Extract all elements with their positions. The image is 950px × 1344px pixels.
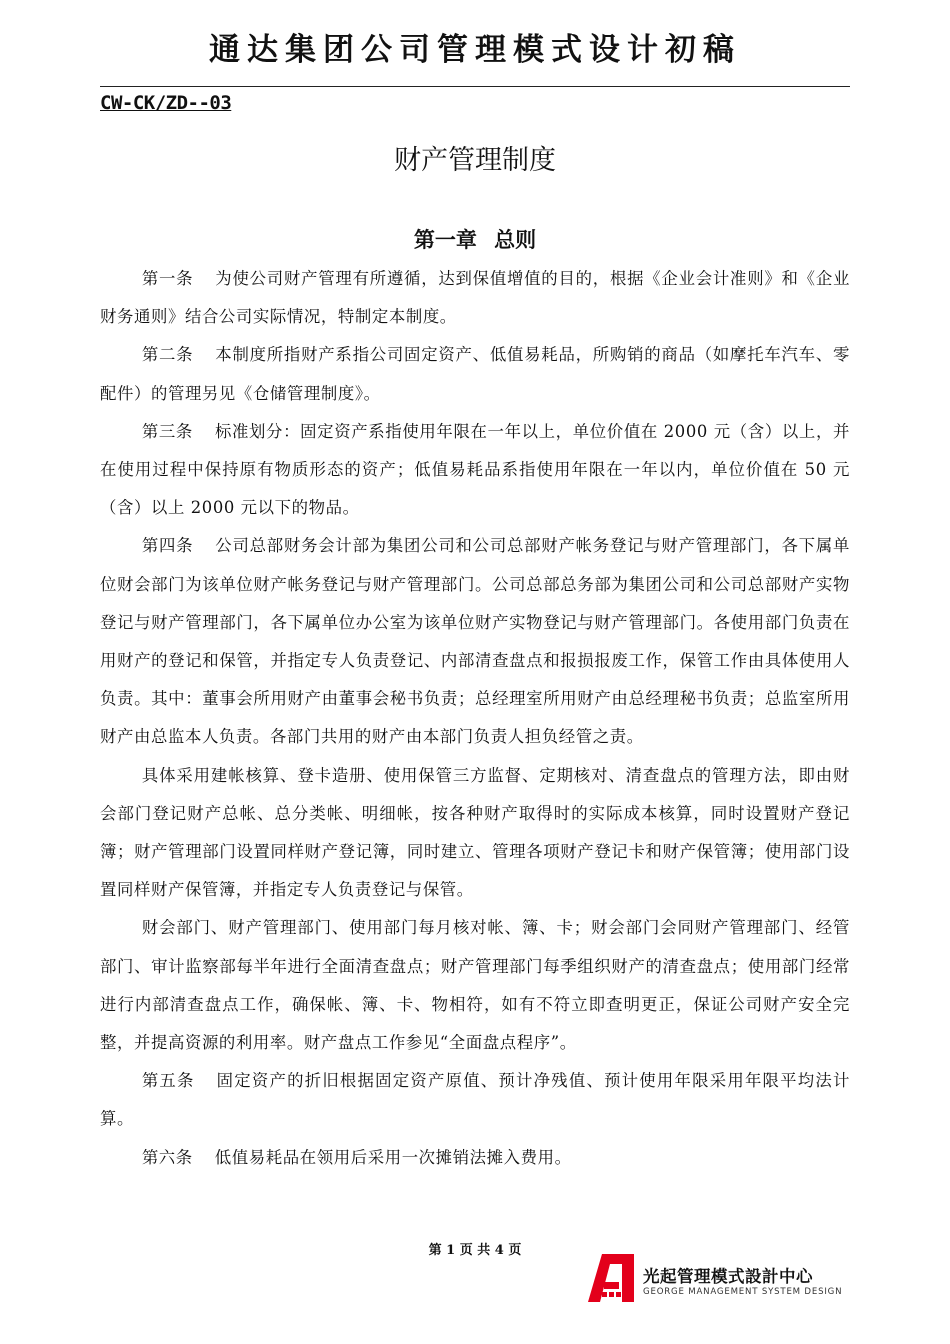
chapter-heading: 第一章 总则 [413,228,537,252]
logo-subtitle: GEORGE MANAGEMENT SYSTEM DESIGN [643,1287,843,1297]
article-paragraph [100,413,850,528]
document-title: 财产管理制度 [394,145,556,176]
article-text: 标准划分：固定资产系指使用年限在一年以上，单位价值在 2000 元（含）以上，并在使用过程中保持原有物质形态的资产；低值易耗品系指使用年限在一年以内，单位价值在 50 元（含）以上 2000 元以下的物品。 [100,421,850,518]
article-paragraph [100,527,850,756]
paragraph-text: 具体采用建帐核算、登卡造册、使用保管三方监督、定期核对、清查盘点的管理方法，即由财会部门登记财产总帐、总分类帐、明细帐，按各种财产取得时的实际成本核算，同时设置财产登记簿；财产管理部门设置同样财产登记簿，同时建立、管理各项财产登记卡和财产保管簿；使用部门设置同样财产保管簿，并指定专人负责登记与保管。 [100,765,850,900]
header-divider [100,86,850,87]
article-label: 第四条 [141,536,194,556]
article-paragraph [100,1062,850,1138]
header-title: 通达集团公司管理模式设计初稿 [209,32,741,68]
logo-name: 光起管理模式設計中心 [643,1267,813,1286]
paragraph-text: 财会部门、财产管理部门、使用部门每月核对帐、簿、卡；财会部门会同财产管理部门、经管部门、审计监察部每半年进行全面清查盘点；财产管理部门每季组织财产的清查盘点；使用部门经常进行内部清查盘点工作，确保帐、簿、卡、物相符，如有不符立即查明更正，保证公司财产安全完整，并提高资源的利用率。财产盘点工作参见“全面盘点程序”。 [100,918,850,1053]
document-code: CW-CK/ZD--03 [100,92,232,114]
footer-logo [588,1254,853,1304]
article-text: 公司总部财务会计部为集团公司和公司总部财产帐务登记与财产管理部门，各下属单位财会部门为该单位财产帐务登记与财产管理部门。公司总部总务部为集团公司和公司总部财产实物登记与财产管理部门，各下属单位办公室为该单位财产实物登记与财产管理部门。各使用部门负责在用财产的登记和保管，并指定专人负责登记、内部清查盘点和报损报废工作，保管工作由具体使用人负责。其中：董事会所用财产由董事会秘书负责；总经理室所用财产由总经理秘书负责；总监室所用财产由总监本人负责。各部门共用的财产由本部门负责人担负经管之责。 [100,536,850,747]
article-paragraph [100,1139,850,1177]
article-label: 第二条 [141,345,194,365]
article-label: 第六条 [141,1147,193,1167]
body-paragraph [100,757,850,910]
article-label: 第三条 [141,421,193,441]
article-text: 本制度所指财产系指公司固定资产、低值易耗品，所购销的商品（如摩托车汽车、零配件）的管理另见《仓储管理制度》。 [100,345,850,403]
body-paragraph [100,909,850,1062]
article-label: 第五条 [141,1071,195,1091]
article-paragraph [100,260,850,336]
article-text: 低值易耗品在领用后采用一次摊销法摊入费用。 [214,1147,572,1167]
page-number: 第 1 页 共 4 页 [428,1243,522,1258]
article-paragraph [100,336,850,412]
article-text: 固定资产的折旧根据固定资产原值、预计净残值、预计使用年限采用年限平均法计算。 [100,1071,850,1129]
article-label: 第一条 [141,269,194,288]
article-text: 为使公司财产管理有所遵循，达到保值增值的目的，根据《企业会计准则》和《企业财务通则》结合公司实际情况，特制定本制度。 [100,269,850,327]
guangqi-logo-icon [588,1254,634,1302]
body-text [100,260,850,1177]
